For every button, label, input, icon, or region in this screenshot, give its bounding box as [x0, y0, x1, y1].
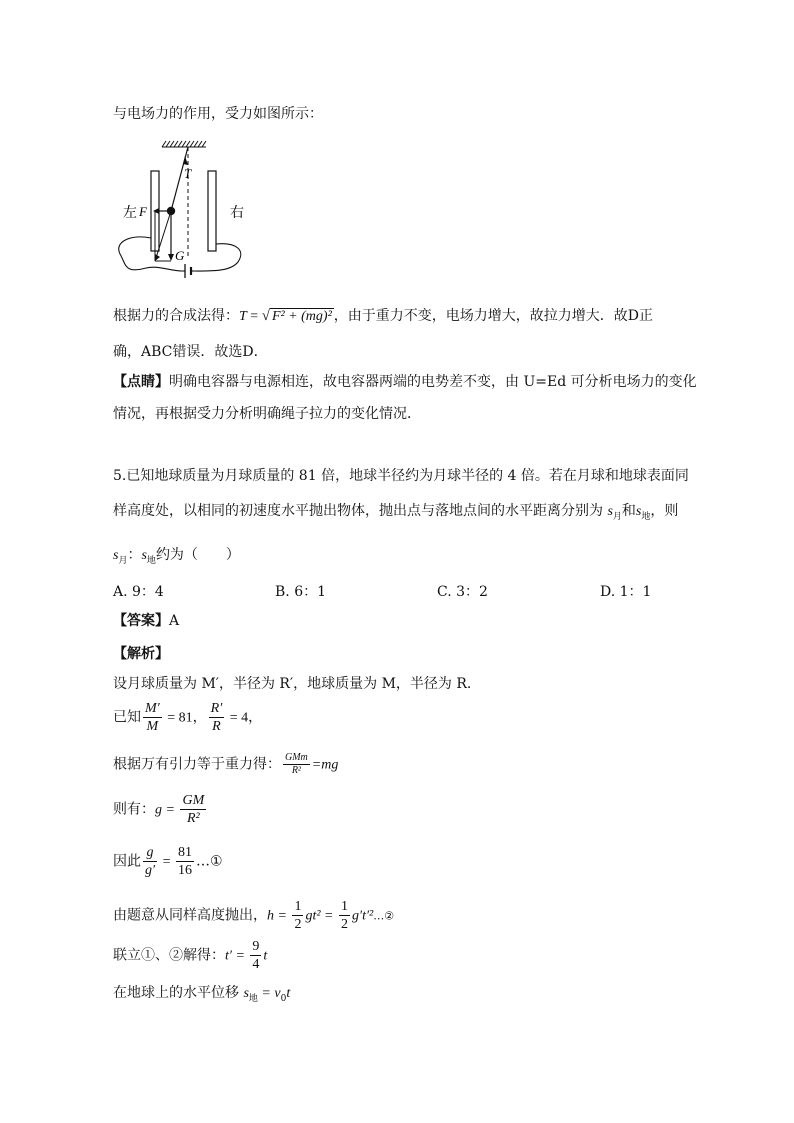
answer-value: A: [169, 613, 180, 629]
analysis-line-7: 联立①、②解得：t′ = $\frac{9}{4}$ t: [113, 939, 268, 972]
remark-tag: 【点睛】: [113, 374, 169, 390]
q5-line-1: 5.已知地球质量为月球质量的 81 倍，地球半径约为月球半径的 4 倍。若在月球和地球表面同: [113, 468, 689, 484]
answer-line: [113, 611, 179, 631]
fraction-g-ratio: $\frac{g}{g'}$: [145, 845, 156, 878]
analysis-line-1: 设月球质量为 M′，半径为 R′，地球质量为 M，半径为 R.: [113, 676, 472, 692]
label-G: G: [175, 248, 185, 263]
q5-line-2: 样高度处，以相同的初速度水平抛出物体，抛出点与落地点间的水平距离分别为 $s_月$和$s_地$，则: [113, 503, 679, 522]
fraction-half-1: $\frac{1}{2}$: [294, 899, 302, 932]
analysis-line-2: 已知 $\frac{M'}{M}$ = 81， $\frac{R'}{R}$ = 4，: [113, 701, 263, 734]
conclusion-line: 确，ABC错误．故选D．: [113, 344, 268, 360]
option-d: D. 1：1: [600, 584, 652, 600]
synthesis-line: 根据力的合成法得：T = √ F² + (mg)² ，由于重力不变，电场力增大，故拉力增大．故D正: [113, 308, 653, 324]
fraction-g: $\frac{GM}{\text{R²}}$: [182, 793, 205, 826]
label-F: F: [139, 204, 147, 219]
right-plate: [208, 171, 216, 251]
intro-line: 与电场力的作用，受力如图所示：: [113, 106, 323, 122]
analysis-line-8: 在地球上的水平位移 $s_地 = v_0t$: [113, 985, 291, 1004]
force-diagram: [110, 138, 250, 283]
option-a: A. 9：4: [113, 584, 164, 600]
fraction-gravitation: $\frac{\text{GMm}}{\text{R²}}$: [285, 752, 308, 776]
analysis-line-4: 则有：g = $\frac{GM}{\text{R²}}$: [113, 793, 205, 826]
fraction-radius-ratio: $\frac{R'}{R}$: [210, 701, 223, 734]
remark-line-1: 【点睛】明确电容器与电源相连，故电容器两端的电势差不变，由 U=Ed 可分析电场力的变化: [113, 374, 697, 390]
label-left: 左: [123, 205, 137, 221]
option-c: C. 3：2: [437, 584, 488, 600]
answer-tag: 【答案】: [113, 613, 169, 629]
analysis-line-5: 因此 $\frac{g}{g'}$ = $\frac{81}{16}$ …①: [113, 845, 223, 878]
fraction-9-4: $\frac{9}{4}$: [252, 939, 260, 972]
analysis-tag: 【解析】: [113, 646, 169, 662]
q5-line-3: $s_月$：$s_地$约为（ ）: [113, 547, 240, 566]
analysis-line-3: 根据万有引力等于重力得： $\frac{\text{GMm}}{\text{R²}}$ =mg: [113, 752, 339, 776]
fraction-half-2: $\frac{1}{2}$: [341, 899, 348, 932]
analysis-line-6: 由题意从同样高度抛出，h = $\frac{1}{2}$ gt² = $\frac{1}{2}$ g′t′²…②: [113, 899, 395, 932]
option-b: B. 6：1: [275, 584, 327, 600]
charged-ball: [167, 207, 175, 215]
fraction-mass-ratio: $\frac{M'}{M}$: [145, 701, 160, 734]
remark-line-2: 情况，再根据受力分析明确绳子拉力的变化情况．: [113, 406, 421, 422]
sqrt-expression: F² + (mg)²: [271, 309, 332, 324]
right-wire: [194, 244, 241, 271]
label-right: 右: [230, 205, 244, 221]
fraction-81-16: $\frac{81}{16}$: [177, 845, 192, 878]
ceiling-hatch: [162, 141, 206, 147]
label-T: T: [184, 166, 192, 181]
